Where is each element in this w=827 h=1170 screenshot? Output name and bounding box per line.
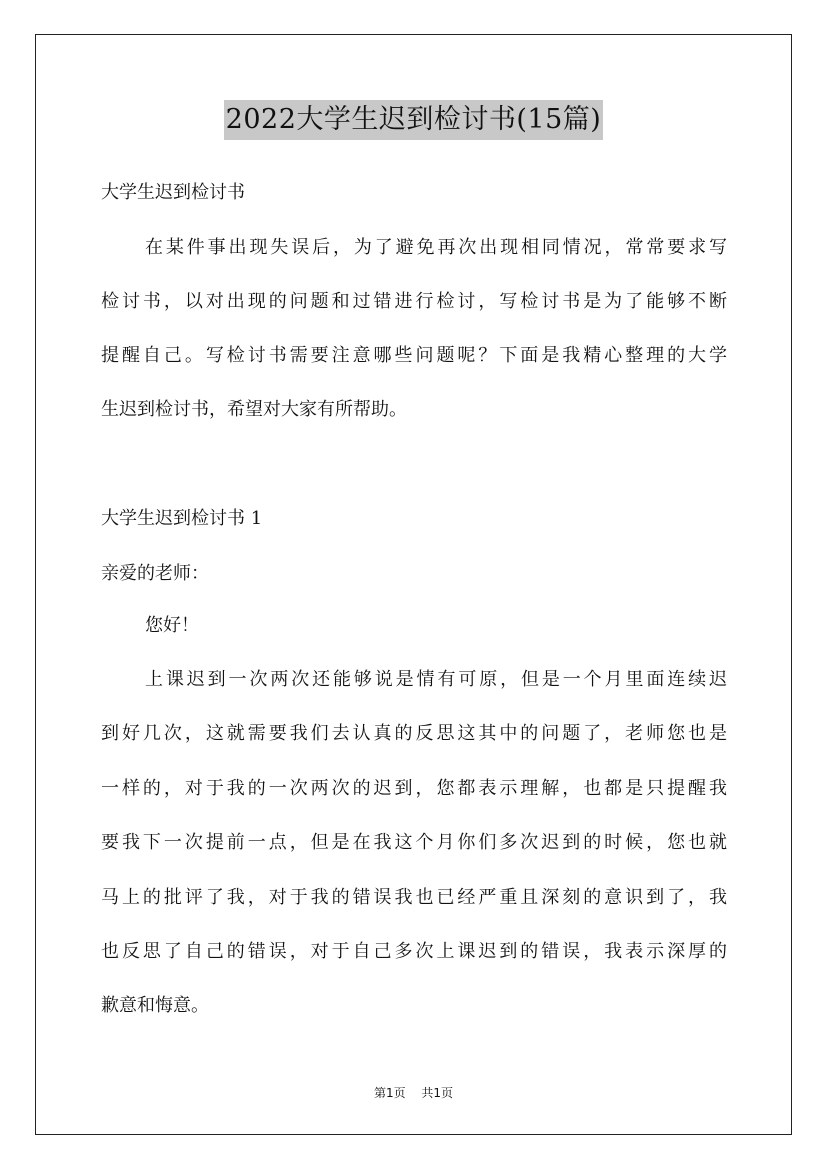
body-line-4: 要我下一次提前一点，但是在我这个月你们多次迟到的时候，您也就 <box>101 832 727 853</box>
document-title: 2022大学生迟到检讨书(15篇) <box>224 100 604 140</box>
body-line-1: 上课迟到一次两次还能够说是情有可原，但是一个月里面连续迟 <box>145 669 727 690</box>
section-heading: 大学生迟到检讨书 <box>101 182 245 203</box>
intro-line-3: 提醒自己。写检讨书需要注意哪些问题呢？下面是我精心整理的大学 <box>101 345 727 366</box>
intro-line-4: 生迟到检讨书，希望对大家有所帮助。 <box>101 399 407 420</box>
page-total: 共1页 <box>421 1086 454 1100</box>
intro-line-1: 在某件事出现失误后，为了避免再次出现相同情况，常常要求写 <box>145 237 727 258</box>
page-number: 第1页 <box>373 1086 406 1100</box>
title-container <box>0 100 827 140</box>
body-line-3: 一样的，对于我的一次两次的迟到，您都表示理解，也都是只提醒我 <box>101 778 727 799</box>
greeting: 您好！ <box>145 615 199 636</box>
salutation: 亲爱的老师： <box>101 563 209 584</box>
body-line-5: 马上的批评了我，对于我的错误我也已经严重且深刻的意识到了，我 <box>101 887 727 908</box>
page-footer <box>0 1084 827 1101</box>
body-line-2: 到好几次，这就需要我们去认真的反思这其中的问题了，老师您也是 <box>101 723 727 744</box>
body-line-6: 也反思了自己的错误，对于自己多次上课迟到的错误，我表示深厚的 <box>101 941 727 962</box>
intro-line-2: 检讨书，以对出现的问题和过错进行检讨，写检讨书是为了能够不断 <box>101 291 727 312</box>
letter-heading: 大学生迟到检讨书 1 <box>101 508 263 529</box>
body-line-7: 歉意和悔意。 <box>101 995 209 1016</box>
